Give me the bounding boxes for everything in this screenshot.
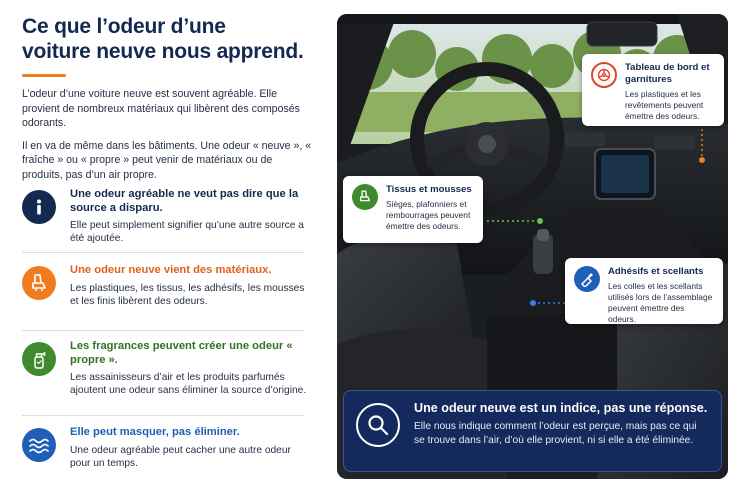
callout-adhesives xyxy=(565,258,723,324)
car-seat-icon xyxy=(352,184,378,210)
callout-text: Les plastiques et les revêtements peuvent émettre des odeurs. xyxy=(625,89,704,121)
magnifier-icon xyxy=(356,403,400,447)
divider xyxy=(22,415,304,416)
banner-text: Elle nous indique comment l’odeur est perçue, mais pas ce qui se trouve dans l’air, d’où elle provient, ni si elle a été éliminée. xyxy=(414,421,697,446)
waves-icon xyxy=(22,428,56,462)
title-line-2: voiture neuve nous apprend. xyxy=(22,40,304,63)
point-materials xyxy=(22,264,312,308)
intro-paragraph-2: Il en va de même dans les bâtiments. Une odeur « neuve », « fraîche » ou « propre » peut venir de matériaux ou de produits, pas d’un air propre. xyxy=(22,139,312,181)
callout-title: Tissus et mousses xyxy=(386,184,472,195)
point-text: Les assainisseurs d’air et les produits parfumés ajoutent une odeur sans éliminer la source d’origine. xyxy=(70,372,307,397)
callout-dashboard xyxy=(582,54,724,126)
point-text: Les plastiques, les tissus, les adhésifs, les mousses et les finis libèrent des odeurs. xyxy=(70,282,305,307)
callout-text: Sièges, plafonniers et rembourrages peuvent émettre des odeurs. xyxy=(386,199,471,231)
car-seat-icon xyxy=(22,266,56,300)
point-title: Une odeur neuve vient des matériaux. xyxy=(70,264,272,276)
summary-banner xyxy=(343,390,722,472)
point-title: Une odeur agréable ne veut pas dire que la source a disparu. xyxy=(70,188,299,214)
point-fragrances xyxy=(22,340,312,397)
point-title: Les fragrances peuvent créer une odeur « propre ». xyxy=(70,340,293,366)
point-info xyxy=(22,188,312,245)
page-title xyxy=(22,14,312,64)
intro-paragraph-1: L’odeur d’une voiture neuve est souvent agréable. Elle provient de nombreux matériaux qui libèrent des composés odorants. xyxy=(22,88,300,129)
callout-text: Les colles et les scellants utilisés lors de l’assemblage peuvent émettre des odeurs. xyxy=(608,281,713,324)
intro xyxy=(22,87,312,182)
point-title: Elle peut masquer, pas éliminer. xyxy=(70,426,240,438)
info-icon xyxy=(22,190,56,224)
divider xyxy=(22,330,304,331)
point-text: Une odeur agréable peut cacher une autre odeur pour un temps. xyxy=(70,444,291,469)
point-text: Elle peut simplement signifier qu’une autre source a été ajoutée. xyxy=(70,220,304,245)
callout-title: Tableau de bord et garnitures xyxy=(625,62,710,85)
banner-title: Une odeur neuve est un indice, pas une réponse. xyxy=(414,401,708,415)
dashboard-icon xyxy=(591,62,617,88)
point-masking xyxy=(22,426,312,470)
title-accent-bar xyxy=(22,74,66,77)
title-line-1: Ce que l’odeur d’une xyxy=(22,15,226,38)
glue-icon xyxy=(574,266,600,292)
left-column xyxy=(22,14,312,190)
spray-bottle-icon xyxy=(22,342,56,376)
callout-title: Adhésifs et scellants xyxy=(608,266,704,277)
divider xyxy=(22,252,304,253)
callout-fabrics xyxy=(343,176,483,243)
